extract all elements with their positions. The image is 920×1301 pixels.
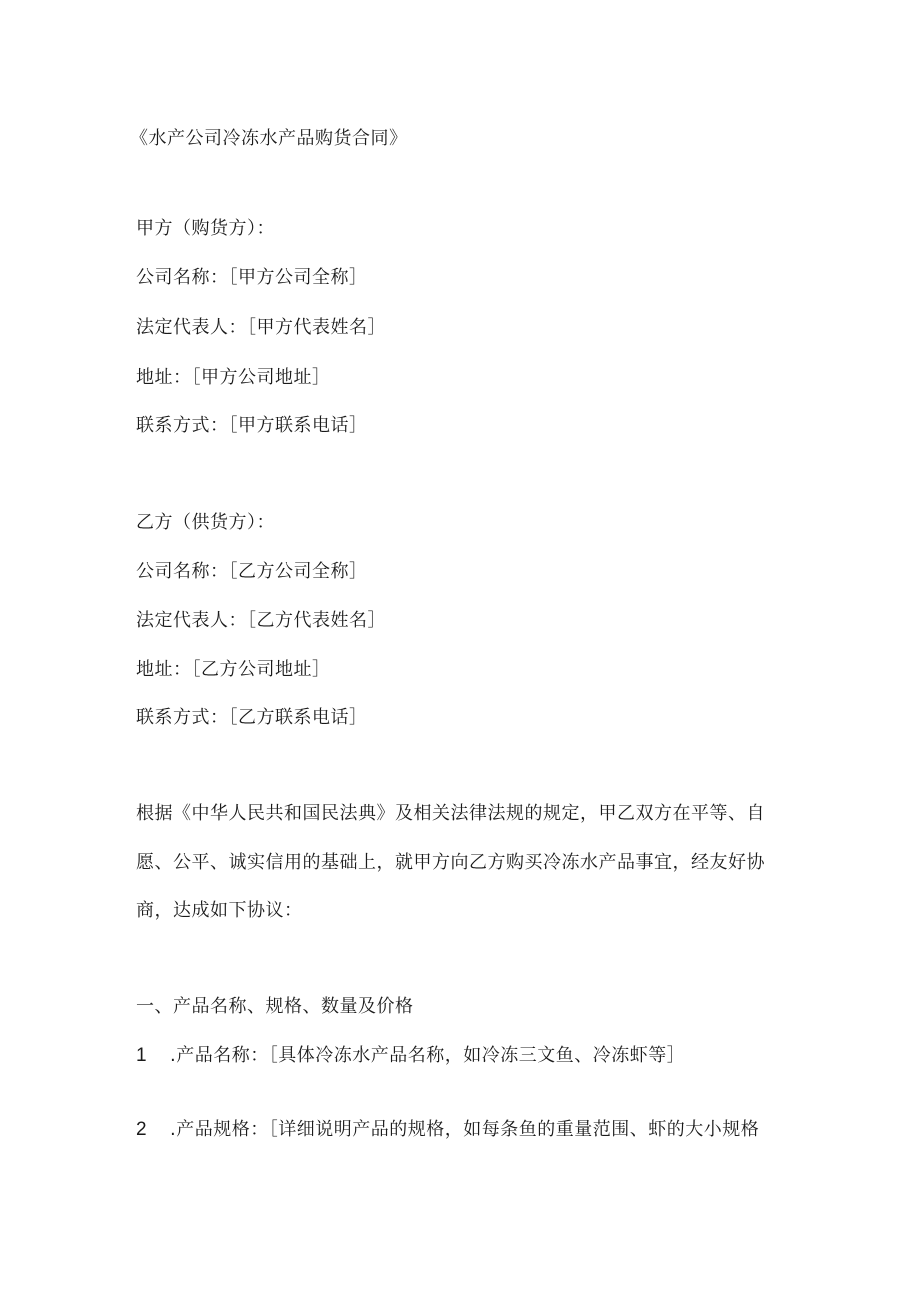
intro-line: 商，达成如下协议： xyxy=(136,900,303,921)
item-text: .产品规格：［详细说明产品的规格，如每条鱼的重量范围、虾的大小规格 xyxy=(170,1119,760,1140)
party-a-contact: 联系方式：［甲方联系电话］ xyxy=(136,415,368,436)
section-1-item xyxy=(136,1117,759,1143)
party-a-address: 地址：［甲方公司地址］ xyxy=(136,367,331,388)
party-b-contact: 联系方式：［乙方联系电话］ xyxy=(136,707,368,728)
item-text: .产品名称：［具体冷冻水产品名称，如冷冻三文鱼、冷冻虾等］ xyxy=(170,1045,686,1066)
section-1-heading: 一、产品名称、规格、数量及价格 xyxy=(136,996,414,1017)
intro-line: 愿、公平、诚实信用的基础上，就甲方向乙方购买冷冻水产品事宜，经友好协 xyxy=(136,852,765,873)
intro-line: 根据《中华人民共和国民法典》及相关法律法规的规定，甲乙双方在平等、自 xyxy=(136,803,765,824)
party-a-representative: 法定代表人：［甲方代表姓名］ xyxy=(136,317,386,338)
item-number: 1 xyxy=(136,1045,148,1066)
party-a-company: 公司名称：［甲方公司全称］ xyxy=(136,267,368,288)
party-a-heading: 甲方（购货方）： xyxy=(136,218,275,239)
document-title: 《水产公司冷冻水产品购货合同》 xyxy=(130,128,408,149)
party-b-address: 地址：［乙方公司地址］ xyxy=(136,659,331,680)
section-1-item xyxy=(136,1043,685,1069)
party-b-representative: 法定代表人：［乙方代表姓名］ xyxy=(136,610,386,631)
party-b-company: 公司名称：［乙方公司全称］ xyxy=(136,561,368,582)
party-b-heading: 乙方（供货方）： xyxy=(136,512,275,533)
item-number: 2 xyxy=(136,1119,148,1140)
